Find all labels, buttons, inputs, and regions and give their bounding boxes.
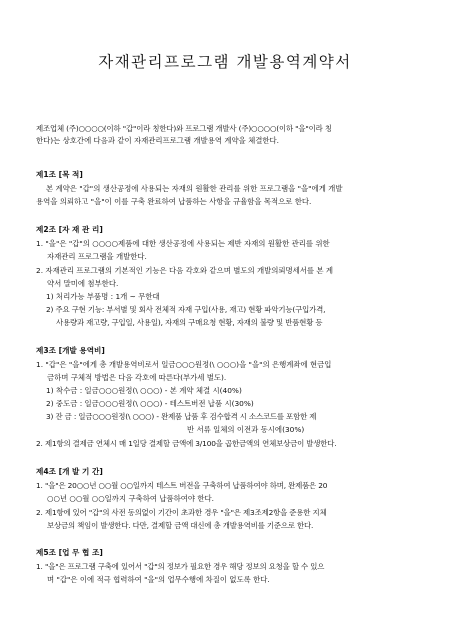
- article-1-heading: 제1조 [목 적]: [36, 170, 83, 179]
- article-1-text: 본 계약은 "갑"의 생산공정에 사용되는 자재의 원활한 관리를 위한 프로그램을 "을"에게 개발: [46, 184, 343, 193]
- article-5-text: 1. "을"은 프로그램 구축에 있어서 "갑"의 정보가 필요한 경우 해당 정보의 요청을 할 수 있으: [36, 562, 325, 571]
- article-3-text: 반 서류 일체의 이전과 동시에(30%): [187, 425, 305, 434]
- article-3-text: 2) 중도금 : 일금○○○원정(\ ○○○) - 테스트버전 납품 시(30%): [46, 399, 254, 408]
- article-3-text: 1. "갑"은 "을"에게 총 개발용역비로서 일금○○○원정(\ ○○○)을 "을"의 은행계좌에 현금입: [36, 360, 332, 369]
- article-3-text: 3) 잔 금 : 일금○○○원정(\ ○○○) - 완제품 납품 후 검수합격 시 소스코드를 포함한 제: [46, 412, 317, 421]
- article-5-text: 며 "갑"은 이에 적극 협력하여 "을"의 업무수행에 차질이 없도록 한다.: [47, 575, 270, 584]
- article-2-text: 1) 처리가능 부품명 : 1개 ~ 무한대: [46, 292, 160, 301]
- article-2-text: 약서 말미에 첨부한다.: [47, 279, 119, 288]
- intro-line: 제조업체 (주)○○○○(이하 "갑"이라 칭한다)와 프로그램 개발사 (주)○○○○(이하 "을"이라 칭: [36, 124, 332, 133]
- article-2-text: 2) 주요 구현 기능: 부서별 및 회사 전체적 자재 구입(사용, 재고) 현황 파악기능(구입가격,: [46, 305, 326, 314]
- article-3-heading: 제3조 [개발 용역비]: [36, 346, 105, 355]
- article-2-text: 자재관리 프로그램을 개발한다.: [47, 252, 147, 261]
- document-title: 자재관리프로그램 개발용역계약서: [98, 53, 352, 71]
- article-1-text: 용역을 의뢰하고 "을"이 이를 구축 완료하여 납품하는 사항을 규율함을 목적으로 한다.: [36, 197, 312, 206]
- article-4-text: 1. "을"은 20○○년 ○○월 ○○일까지 테스트 버전을 구축하여 납품하여야 하며, 완제품은 20: [36, 481, 328, 490]
- article-4-text: ○○년 ○○월 ○○일까지 구축하여 납품하여야 한다.: [47, 494, 215, 503]
- article-3-text: 금하며 구체적 방법은 다음 각호에 따른다(부가세 별도).: [47, 373, 227, 382]
- intro-line: 한다)는 상호간에 다음과 같이 자재관리프로그램 개발용역 계약을 체결한다.: [36, 136, 280, 145]
- article-3-text: 1) 착수금 : 일금○○○원정(\ ○○○) - 본 계약 체결 시(40%): [46, 386, 242, 395]
- article-3-text: 2. 제1항의 결제금 연체시 매 1일당 결제할 금액에 3/100을 곱한금액의 연체보상금이 발생한다.: [36, 439, 337, 448]
- article-4-text: 보상금의 책임이 발생한다. 다만, 결제할 금액 대신에 총 개발용역비를 기준으로 한다.: [47, 521, 314, 530]
- article-2-text: 사용량과 재고량, 구입일, 사용일), 자재의 구매요청 현황, 자재의 불량 및 반품현황 등: [56, 318, 323, 327]
- article-2-text: 2. 자재관리 프로그램의 기본적인 기능은 다음 각호와 같으며 별도의 개발의뢰명세서를 본 계: [36, 266, 334, 275]
- article-2-text: 1. "을"은 "갑"의 ○○○○제품에 대한 생산공정에 사용되는 제반 자재의 원활한 관리를 위한: [36, 239, 330, 248]
- article-2-heading: 제2조 [자 재 관 리]: [36, 225, 103, 234]
- article-4-text: 2. 제1항에 있어 "갑"의 사전 동의없이 기간이 초과한 경우 "을"은 제3조제2항을 준용한 지체: [36, 508, 327, 517]
- article-4-heading: 제4조 [개 발 기 간]: [36, 467, 103, 476]
- article-5-heading: 제5조 [업 무 협 조]: [36, 548, 103, 557]
